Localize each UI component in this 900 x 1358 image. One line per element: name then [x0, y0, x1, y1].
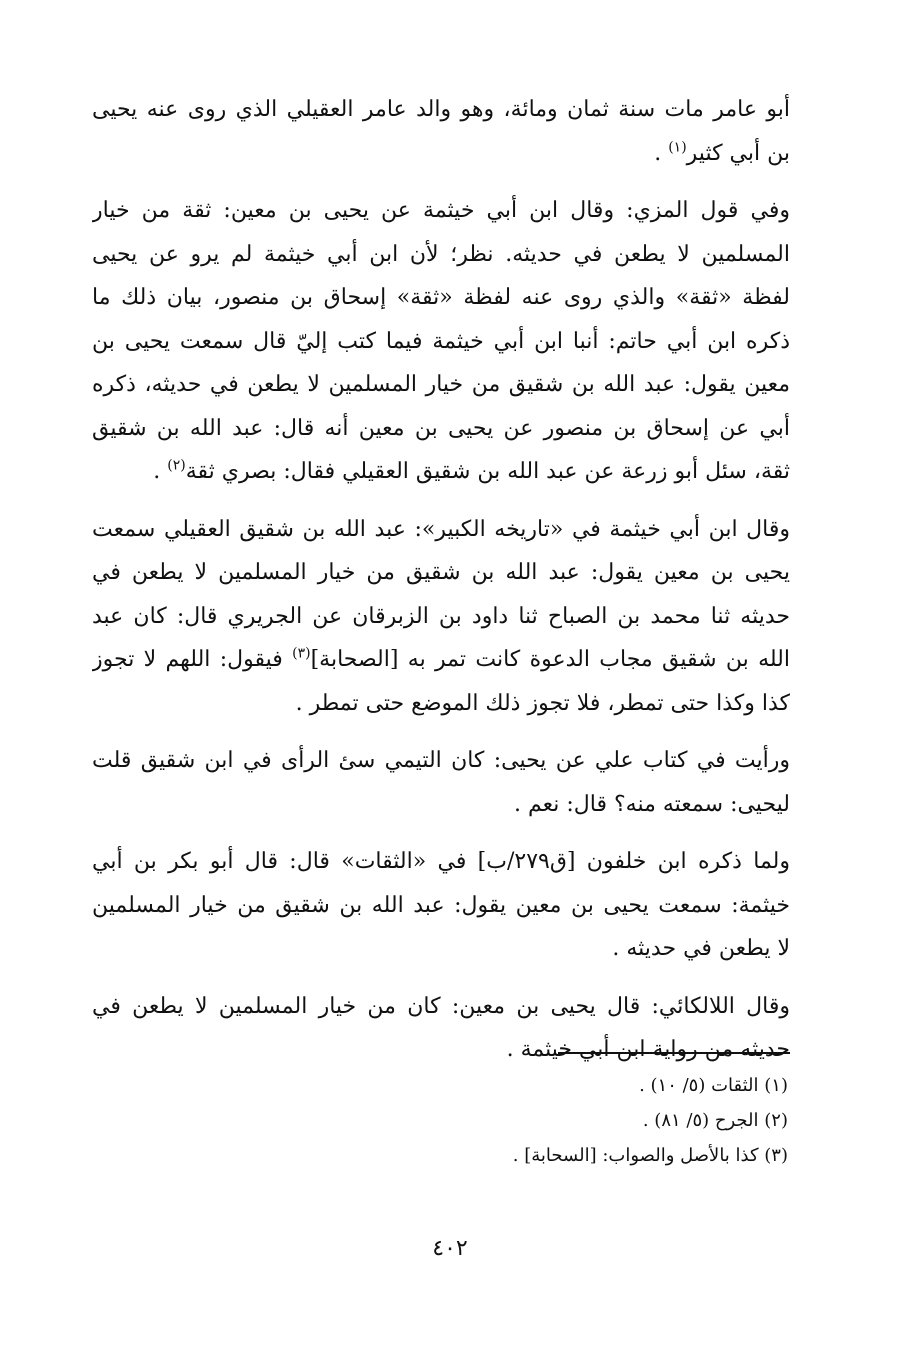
text-line: خيثمة: سمعت يحيى بن معين يقول: عبد الله بن شقيق من خيار المسلمين — [92, 892, 790, 918]
footnote-separator — [558, 1052, 790, 1054]
main-text — [92, 88, 790, 1086]
paragraph-3 — [92, 508, 790, 726]
text-segment: . — [153, 459, 168, 484]
text-line: كذا وكذا حتى تمطر، فلا تجوز ذلك الموضع حتى تمطر . — [295, 690, 790, 716]
text-segment: ثقة، سئل أبو زرعة عن عبد الله بن شقيق العقيلي فقال: بصري ثقة — [185, 459, 790, 484]
text-line: لفظة «ثقة» والذي روى عنه لفظة «ثقة» إسحاق بن منصور، بيان ذلك ما — [92, 285, 790, 310]
text-line: وقال ابن أبي خيثمة في «تاريخه الكبير»: عبد الله بن شقيق العقيلي سمعت — [92, 516, 790, 542]
text-line: المسلمين لا يطعن في حديثه. نظر؛ لأن ابن أبي خيثمة لم يرو عن يحيى — [92, 241, 790, 267]
text-line — [92, 638, 790, 682]
text-line: أبو عامر مات سنة ثمان ومائة، وهو والد عامر العقيلي الذي روى عنه يحيى — [92, 97, 790, 122]
text-line: لا يطعن في حديثه . — [612, 936, 790, 961]
paragraph-4 — [92, 739, 790, 826]
text-line: معين يقول: عبد الله بن شقيق من خيار المسلمين لا يطعن في حديثه، ذكره — [92, 372, 790, 397]
paragraph-2 — [92, 189, 790, 494]
text-segment: فيقول: اللهم لا تجوز — [92, 647, 293, 672]
text-line: وفي قول المزي: وقال ابن أبي خيثمة عن يحيى بن معين: ثقة من خيار — [92, 198, 790, 223]
text-line: وقال اللالكائي: قال يحيى بن معين: كان من خيار المسلمين لا يطعن في — [92, 993, 790, 1019]
text-line — [92, 132, 790, 176]
text-line: ليحيى: سمعته منه؟ قال: نعم . — [514, 791, 790, 817]
text-line: حديثه من رواية ابن أبي خيثمة . — [506, 1037, 790, 1062]
footnote-3: (٣) كذا بالأصل والصواب: [السحابة] . — [512, 1145, 788, 1166]
text-line: ولما ذكره ابن خلفون [ق٢٧٩/ب] في «الثقات» قال: قال أبو بكر بن أبي — [92, 849, 790, 874]
text-segment: الله بن شقيق مجاب الدعوة كانت تمر به [الصحابة] — [310, 647, 790, 672]
text-line: ذكره ابن أبي حاتم: أنبا ابن أبي خيثمة فيما كتب إليّ قال سمعت يحيى بن — [92, 328, 790, 354]
text-line: يحيى بن معين يقول: عبد الله بن شقيق من خيار المسلمين لا يطعن في — [92, 560, 790, 585]
paragraph-6 — [92, 985, 790, 1072]
footnote-ref-3: (٣) — [292, 645, 311, 662]
footnote-1: (١) الثقات (٥/ ١٠) . — [639, 1075, 788, 1096]
text-line: ورأيت في كتاب علي عن يحيى: كان التيمي سئ الرأى في ابن شقيق قلت — [92, 748, 790, 773]
paragraph-5 — [92, 840, 790, 971]
text-line — [92, 450, 790, 494]
footnote-ref-1: (١) — [668, 139, 687, 156]
footnotes — [300, 1068, 788, 1173]
page-number: ٤٠٢ — [432, 1236, 468, 1261]
text-segment: . — [654, 140, 669, 166]
footnote-ref-2: (٢) — [167, 457, 186, 474]
text-segment: بن أبي كثير — [686, 140, 790, 166]
text-line: أبي عن إسحاق بن منصور عن يحيى بن معين أنه قال: عبد الله بن شقيق — [92, 415, 790, 441]
paragraph-1 — [92, 88, 790, 175]
text-line: حديثه ثنا محمد بن الصباح ثنا داود بن الزبرقان عن الجريري قال: كان عبد — [92, 603, 790, 629]
footnote-2: (٢) الجرح (٥/ ٨١) . — [642, 1110, 788, 1131]
